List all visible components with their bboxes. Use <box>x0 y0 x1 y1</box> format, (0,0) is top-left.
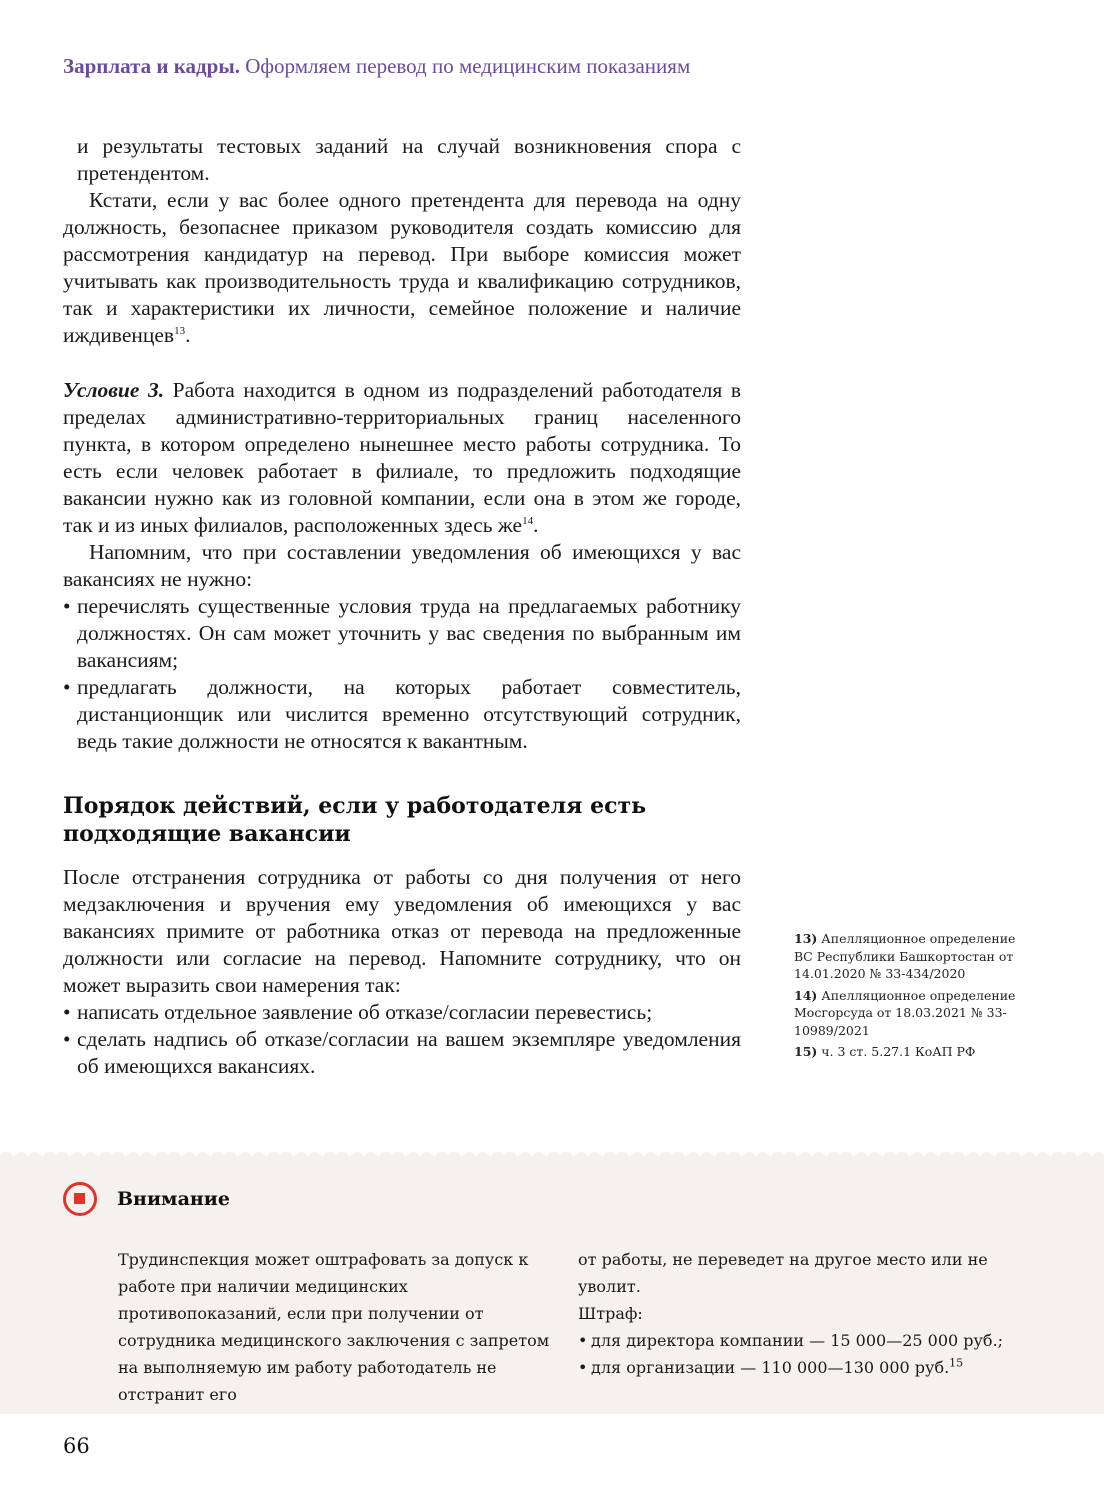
footnote-number: 13) <box>794 931 818 946</box>
running-head-title: Оформляем перевод по медицинским показаниям <box>245 54 691 78</box>
paragraph-text: Кстати, если у вас более одного претендента для перевода на одну должность, безопаснее приказом руководителя создать комиссию для рассмотрения кандидатур на перевод. При выборе комиссия может учитывать как производительность труда и квалификацию сотрудников, так и характеристики их личности, семейное положение и наличие иждивенцев <box>63 188 741 347</box>
main-column-middle <box>63 377 741 755</box>
callout-text-left <box>118 1246 558 1408</box>
footnote-text: ч. 3 ст. 5.27.1 КоАП РФ <box>817 1044 976 1059</box>
footnote-ref[interactable]: 13 <box>174 324 186 337</box>
stop-warning-icon <box>63 1182 97 1216</box>
callout-paragraph: Трудинспекция может оштрафовать за допуск к работе при наличии медицинских противопоказаний, если при получении от сотрудника медицинского заключения с запретом на выполняемую им работу работодатель не отстранит его <box>118 1250 550 1404</box>
footnote <box>794 930 1034 983</box>
callout-title: Внимание <box>117 1188 230 1210</box>
list-item: • сделать надпись об отказе/согласии на вашем экземпляре уведомления об имеющихся вакансиях. <box>63 1026 741 1080</box>
bullet-list <box>63 999 741 1080</box>
attention-callout <box>0 1156 1104 1414</box>
footnote <box>794 987 1034 1040</box>
paragraph-end: . <box>533 513 539 537</box>
fines-list <box>578 1327 1038 1381</box>
paragraph <box>63 187 741 349</box>
section-heading: Порядок действий, если у работодателя есть подходящие вакансии <box>63 793 647 847</box>
condition-paragraph <box>63 377 741 539</box>
condition-text: Работа находится в одном из подразделений работодателя в пределах административно-территориальных границ населенного пункта, в котором определено нынешнее место работы сотрудника. То есть если человек работает в филиале, то предложить подходящие вакансии нужно как из головной компании, если она в этом же городе, так и из иных филиалов, расположенных здесь же <box>63 378 741 537</box>
main-column-bottom <box>63 864 741 1080</box>
footnote-number: 15) <box>794 1044 818 1059</box>
footnote-number: 14) <box>794 987 818 1003</box>
fine-text: для организации — 110 000—130 000 руб. <box>591 1358 950 1377</box>
footnote-ref[interactable]: 15 <box>949 1356 964 1370</box>
fine-item <box>578 1354 1038 1381</box>
main-column-top <box>63 133 741 349</box>
condition-label: Условие 3. <box>63 378 165 402</box>
list-item: • перечислять существенные условия труда на предлагаемых работнику должностях. Он сам может уточнить у вас сведения по выбранным им вакансиям; <box>63 593 741 674</box>
running-head <box>63 54 690 79</box>
footnotes <box>794 930 1034 1065</box>
fine-item: • для директора компании — 15 000—25 000 руб.; <box>578 1327 1038 1354</box>
paragraph: и результаты тестовых заданий на случай возникновения спора с претендентом. <box>77 134 741 185</box>
callout-text-right <box>578 1246 1038 1381</box>
fine-label: Штраф: <box>578 1304 643 1323</box>
list-item: • предлагать должности, на которых работает совместитель, дистанционщик или числится временно отсутствующий сотрудник, ведь такие должности не относятся к вакантным. <box>63 674 741 755</box>
footnote-ref[interactable]: 14 <box>522 514 534 527</box>
list-item: • написать отдельное заявление об отказе/согласии перевестись; <box>63 999 741 1026</box>
footnote-text: Апелляционное определение Мосгорсуда от 18.03.2021 № 33-10989/2021 <box>794 987 1016 1038</box>
callout-paragraph: от работы, не переведет на другое место или не уволит. <box>578 1250 988 1296</box>
bullet-list <box>63 593 741 755</box>
paragraph: Напомним, что при составлении уведомления об имеющихся у вас вакансиях не нужно: <box>63 540 741 591</box>
wavy-edge <box>0 1150 1104 1156</box>
footnote-text: Апелляционное определение ВС Республики Башкортостан от 14.01.2020 № 33-434/2020 <box>794 931 1016 981</box>
paragraph-end: . <box>185 323 191 347</box>
paragraph: После отстранения сотрудника от работы со дня получения от него медзаключения и вручения ему уведомления об имеющихся у вас вакансиях примите от работника отказ от перевода на предложенные должности или согласие на перевод. Напомните сотруднику, что он может выразить свои намерения так: <box>63 865 741 997</box>
running-head-section: Зарплата и кадры. <box>63 54 241 78</box>
footnote <box>794 1043 1034 1061</box>
page-number: 66 <box>63 1434 90 1458</box>
